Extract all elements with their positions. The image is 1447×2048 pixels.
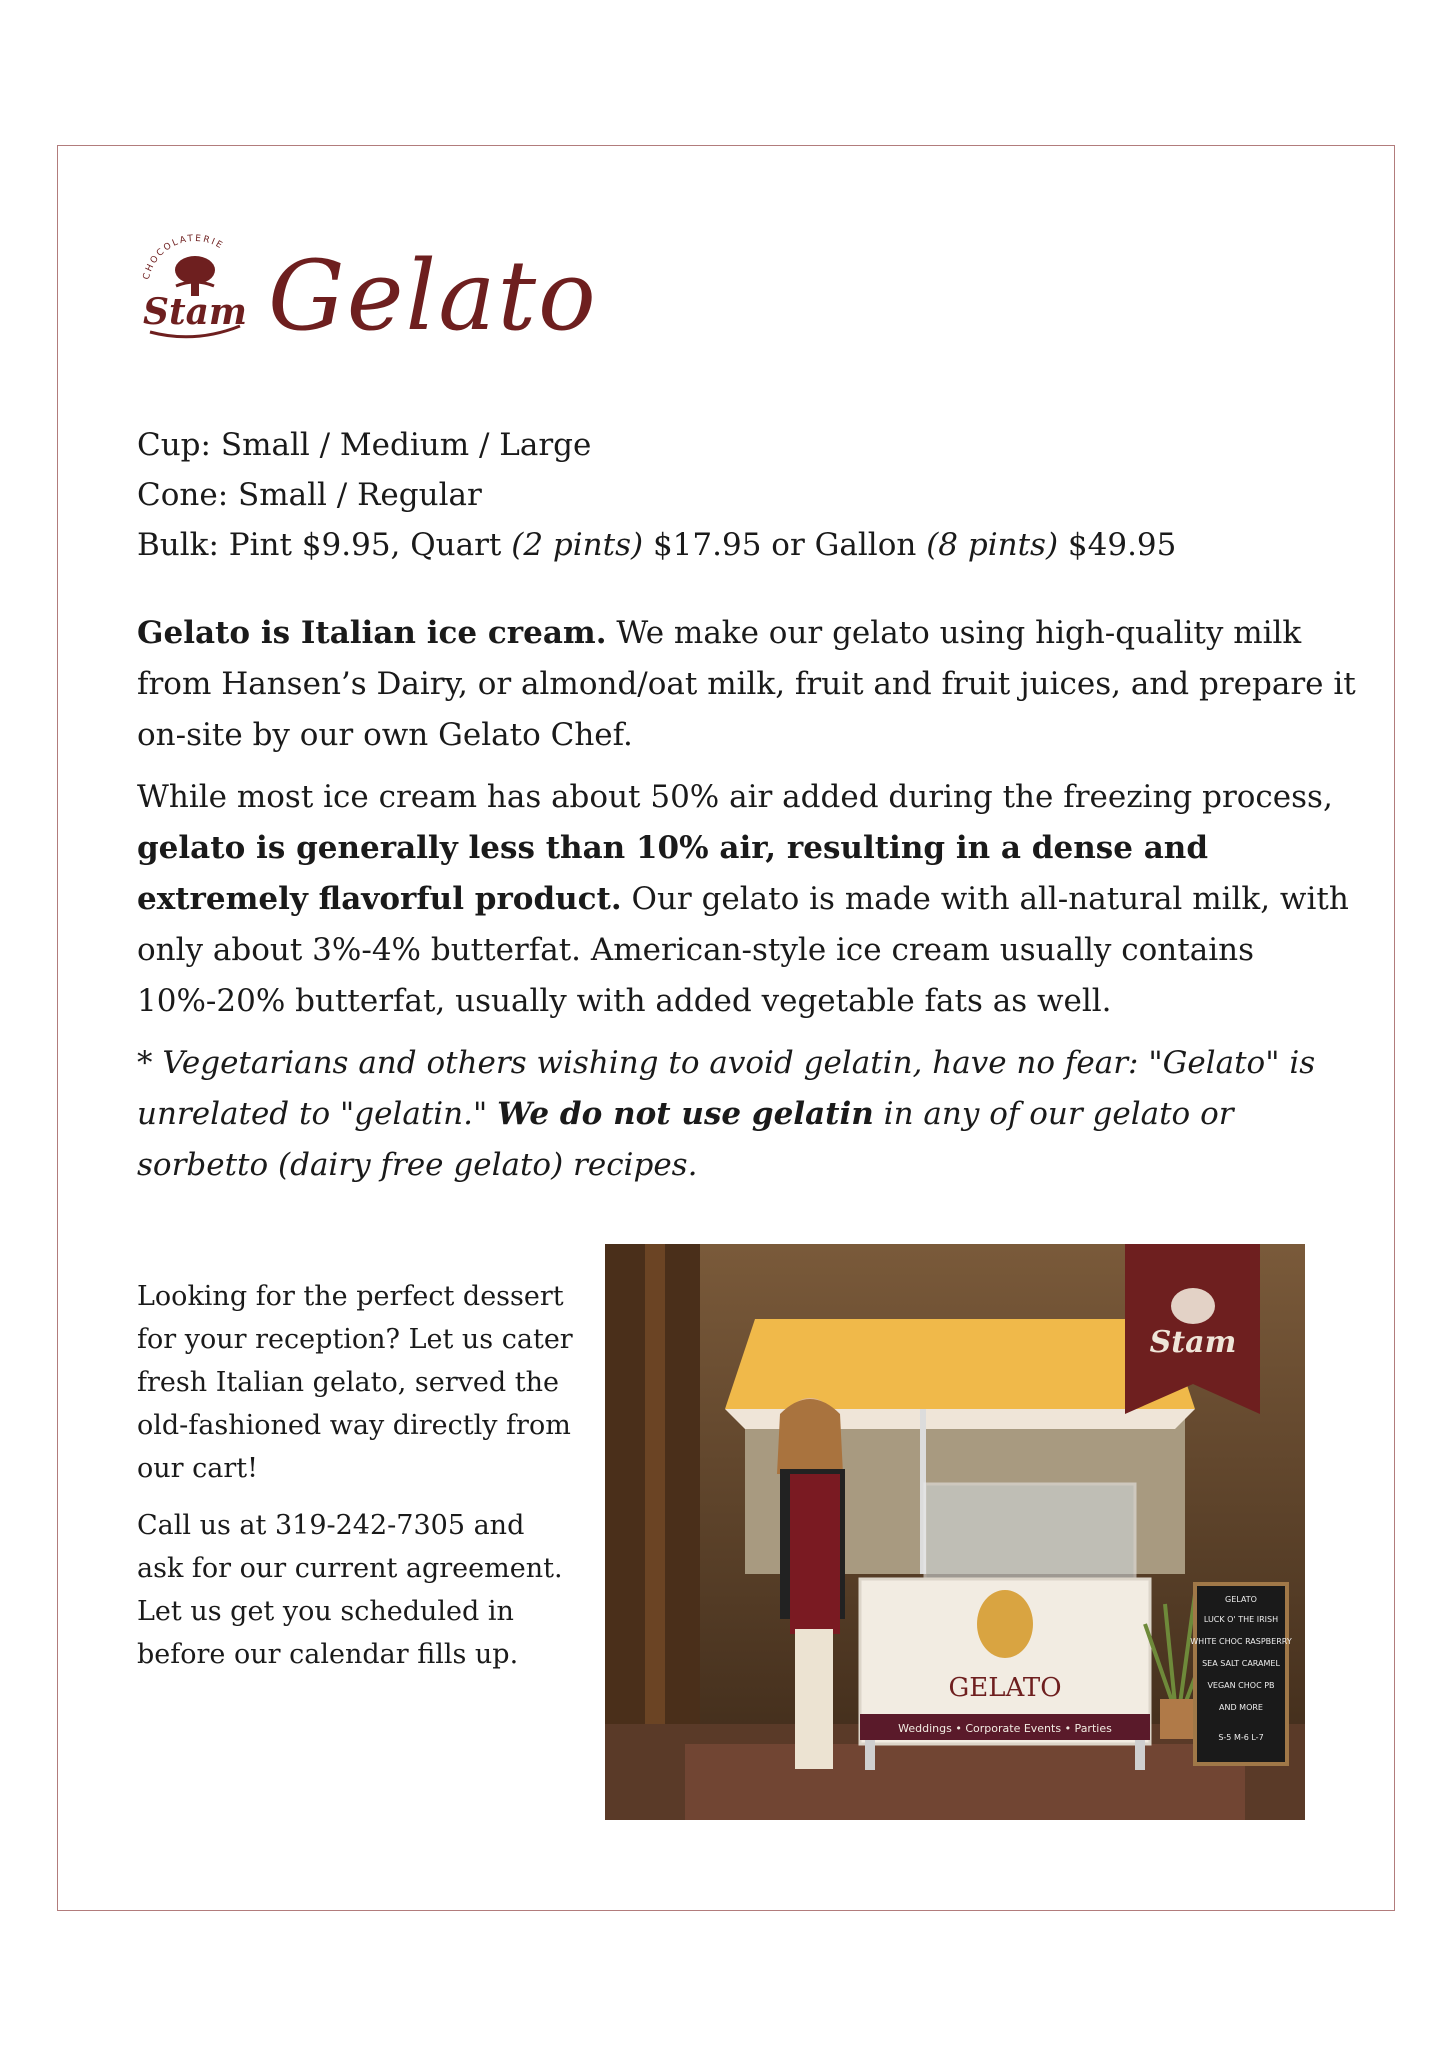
intro-paragraph: Gelato is Italian ice cream. We make our gelato using high-quality milk from Hansen’s Dairy, or almond/oat milk, fruit and fruit juices, and prepare it on-site by our own Gelato Chef. <box>137 615 1356 753</box>
gelato-cart-photo <box>605 1244 1305 1820</box>
bulk-prices: Bulk: Pint $9.95, Quart (2 pints) $17.95 or Gallon (8 pints) $49.95 <box>137 527 1177 563</box>
cup-sizes: Cup: Small / Medium / Large <box>137 427 592 463</box>
logo-arc-text: CHOCOLATERIE <box>141 233 226 281</box>
board-line: VEGAN CHOC PB <box>1207 1681 1275 1690</box>
contact-paragraph: Call us at 319-242-7305 and ask for our current agreement. Let us get you scheduled in before our calendar fills up. <box>137 1510 563 1670</box>
description <box>137 608 1367 1202</box>
board-line: GELATO <box>1225 1595 1257 1604</box>
cone-sizes: Cone: Small / Regular <box>137 477 482 513</box>
board-line: LUCK O' THE IRISH <box>1203 1615 1279 1624</box>
board-line: AND MORE <box>1219 1703 1263 1712</box>
banner-logo: Stam <box>1149 1325 1237 1360</box>
air-paragraph: While most ice cream has about 50% air added during the freezing process, gelato is generally less than 10% air, resulting in a dense and extremely flavorful product. Our gelato is made with all-natural milk, with only about 3%-4% butterfat. American-style ice cream usually contains 10%-20% butterfat, usually with added vegetable fats as well. <box>137 779 1349 1019</box>
logo-wordmark: Stam <box>142 291 248 333</box>
stam-logo <box>136 226 254 356</box>
catering-info <box>137 1275 577 1690</box>
size-list <box>137 420 1176 570</box>
cart-label: GELATO <box>948 1673 1062 1703</box>
catering-paragraph: Looking for the perfect dessert for your reception? Let us cater fresh Italian gelato, served the old-fashioned way directly from our cart! <box>137 1281 573 1484</box>
page-title: Gelato <box>268 240 598 352</box>
gelatin-note: * Vegetarians and others wishing to avoid gelatin, have no fear: "Gelato" is unrelated to "gelatin." We do not use gelatin in any of our gelato or sorbetto (dairy free gelato) recipes. <box>137 1045 1316 1183</box>
board-line: WHITE CHOC RASPBERRY <box>1190 1637 1292 1646</box>
board-line: S-5 M-6 L-7 <box>1218 1733 1264 1742</box>
cart-subtitle: Weddings • Corporate Events • Parties <box>898 1722 1112 1735</box>
board-line: SEA SALT CARAMEL <box>1202 1659 1280 1668</box>
